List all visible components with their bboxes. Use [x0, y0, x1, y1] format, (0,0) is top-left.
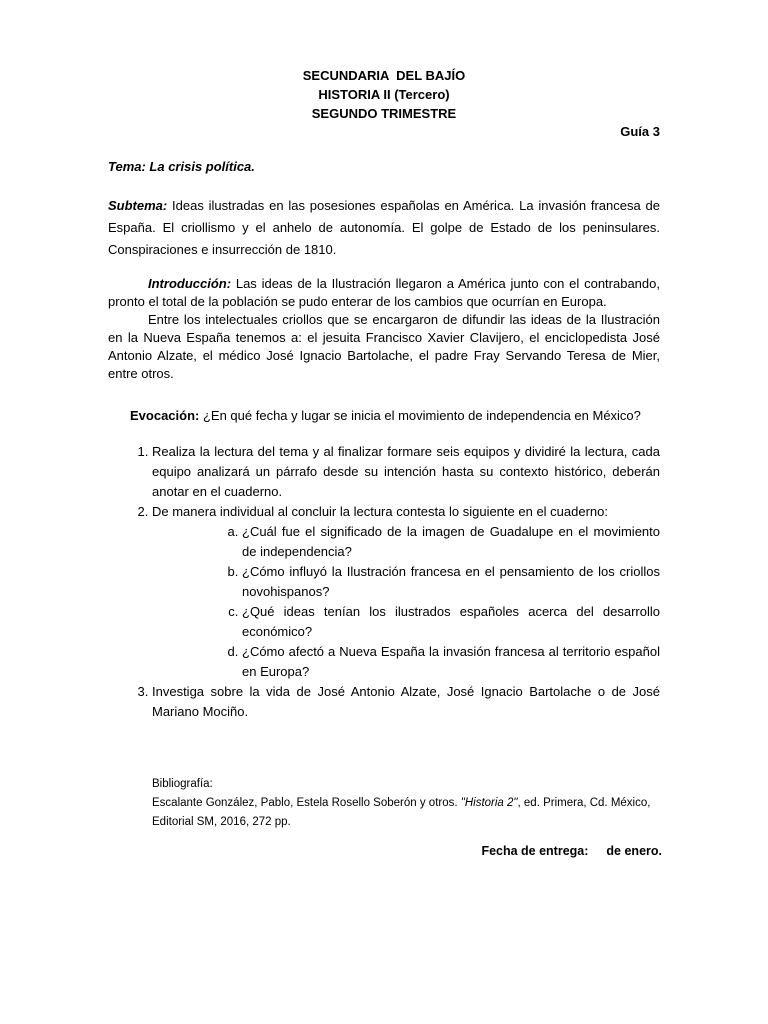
subject-title: HISTORIA II (Tercero) — [318, 87, 450, 102]
introduction-paragraph-1 — [108, 275, 660, 311]
delivery-date-value: de enero. — [606, 844, 662, 858]
introduction-paragraph-2: Entre los intelectuales criollos que se encargaron de difundir las ideas de la Ilustración en la Nueva España tenemos a: el jesuita Francisco Xavier Clavijero, el enciclopedista José Antonio Alzate, el médico José Ignacio Bartolache, el padre Fray Servando Teresa de Mier, entre otros. — [108, 312, 660, 381]
guide-number: Guía 3 — [620, 124, 660, 139]
bibliography-heading: Bibliografía: — [152, 778, 213, 790]
question-item-b: b. ¿Cómo influyó la Ilustración francesa en el pensamiento de los criollos novohispanos? — [242, 562, 660, 602]
bibliography-entry — [152, 794, 660, 832]
activity-item-3: 3. Investiga sobre la vida de José Antonio Alzate, José Ignacio Bartolache o de José Mariano Mociño. — [152, 682, 660, 722]
document-header — [108, 66, 660, 123]
subtopic-label: Subtema: — [108, 198, 168, 213]
introduction-section — [108, 275, 660, 383]
question-item-d: d. ¿Cómo afectó a Nueva España la invasión francesa al territorio español en Europa? — [242, 642, 660, 682]
bibliography-book-title: "Historia 2" — [460, 797, 518, 809]
subtopic-paragraph — [108, 195, 660, 261]
activity-item-2-text: De manera individual al concluir la lectura contesta lo siguiente en el cuaderno: — [152, 504, 608, 519]
topic-title: Tema: La crisis política. — [108, 159, 255, 174]
bibliography-section — [108, 775, 660, 832]
activity-item-1: 1. Realiza la lectura del tema y al finalizar formare seis equipos y dividiré la lectura, cada equipo analizará un párrafo desde su intención hasta su contexto histórico, deberán anotar en el cuaderno. — [152, 442, 660, 502]
evocation-question — [108, 406, 660, 426]
subtopic-text: Ideas ilustradas en las posesiones españolas en América. La invasión francesa de España. El criollismo y el anhelo de autonomía. El golpe de Estado de los peninsulares. Conspiraciones e insurrección de 1810. — [108, 198, 660, 257]
delivery-date — [481, 842, 662, 860]
school-name: SECUNDARIA DEL BAJÍO — [302, 68, 466, 83]
question-item-a: a. ¿Cuál fue el significado de la imagen de Guadalupe en el movimiento de independencia? — [242, 522, 660, 562]
evocation-text: ¿En qué fecha y lugar se inicia el movimiento de independencia en México? — [199, 408, 641, 423]
introduction-label: Introducción: — [148, 276, 232, 291]
activity-item-2 — [152, 502, 660, 682]
introduction-text-1: Las ideas de la Ilustración llegaron a América junto con el contrabando, pronto el total de la población se pudo enterar de los cambios que ocurrían en Europa. — [108, 276, 660, 309]
questions-list — [152, 522, 660, 682]
bibliography-authors: Escalante González, Pablo, Estela Rosello Soberón y otros. — [152, 797, 461, 809]
delivery-date-label: Fecha de entrega: — [481, 844, 589, 858]
question-item-c: c. ¿Qué ideas tenían los ilustrados españoles acerca del desarrollo económico? — [242, 602, 660, 642]
activities-list — [108, 442, 660, 722]
evocation-label: Evocación: — [130, 408, 200, 423]
bibliography-details: , ed. Primera, Cd. México, Editorial SM, 2016, 272 pp. — [152, 797, 651, 828]
term-title: SEGUNDO TRIMESTRE — [311, 106, 457, 121]
